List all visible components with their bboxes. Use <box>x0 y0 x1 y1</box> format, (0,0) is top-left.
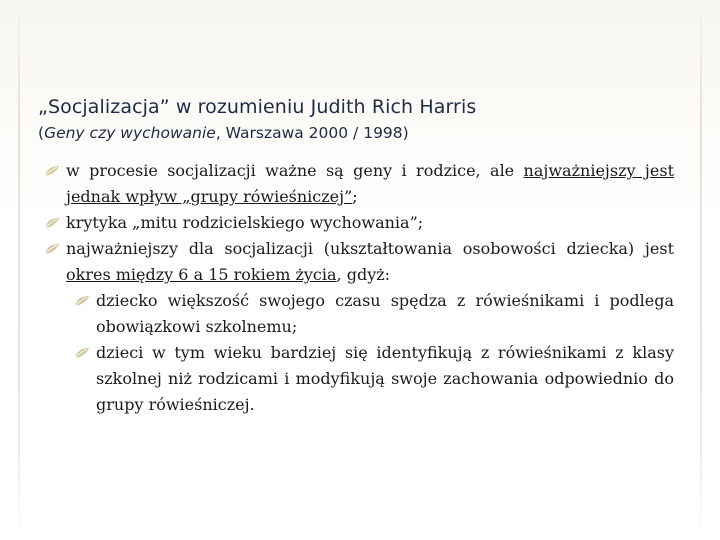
subtitle-details: , Warszawa 2000 / 1998) <box>215 124 409 142</box>
bullet-text: najważniejszy dla socjalizacji (ukształtowania osobowości dziecka) jest <box>66 239 674 258</box>
bullet-item-age-period <box>44 236 674 288</box>
sub-bullet-text: dziecko większość swojego czasu spędza z rówieśnikami i podlega obowiązkowi szkolnemu; <box>96 291 674 336</box>
leaf-bullet-icon <box>44 217 60 229</box>
bullet-list <box>44 158 674 418</box>
frame-line-left <box>18 0 20 540</box>
leaf-bullet-icon <box>44 243 60 255</box>
bullet-text-underlined: okres między 6 a 15 rokiem życia <box>66 265 337 284</box>
bullet-text: krytyka „mitu rodzicielskiego wychowania”; <box>66 213 424 232</box>
slide-title: „Socjalizacja” w rozumieniu Judith Rich Harris <box>38 96 477 118</box>
sub-bullet-item-identification <box>74 340 674 418</box>
leaf-bullet-icon <box>74 295 90 307</box>
sub-bullet-item-time-with-peers <box>74 288 674 340</box>
slide-subtitle <box>38 124 688 142</box>
bullet-text-end: ; <box>352 187 358 206</box>
frame-line-right <box>700 0 702 540</box>
sub-bullet-text: dzieci w tym wieku bardziej się identyfikują z rówieśnikami z klasy szkolnej niż rodzicami i modyfikują swoje zachowania odpowiednio do grupy rówieśniczej. <box>96 343 674 414</box>
subtitle-book-title: Geny czy wychowanie <box>44 124 216 142</box>
leaf-bullet-icon <box>44 165 60 177</box>
bullet-text: w procesie socjalizacji ważne są geny i rodzice, ale <box>66 161 524 180</box>
subtitle-open-paren: ( <box>38 124 45 142</box>
bullet-item-peer-influence <box>44 158 674 210</box>
bullet-text-end: , gdyż: <box>336 265 391 284</box>
bullet-item-critique <box>44 210 674 236</box>
bullet-text-underlined: najważniejszy jest jednak wpływ „grupy rówieśniczej” <box>66 161 675 206</box>
leaf-bullet-icon <box>74 347 90 359</box>
